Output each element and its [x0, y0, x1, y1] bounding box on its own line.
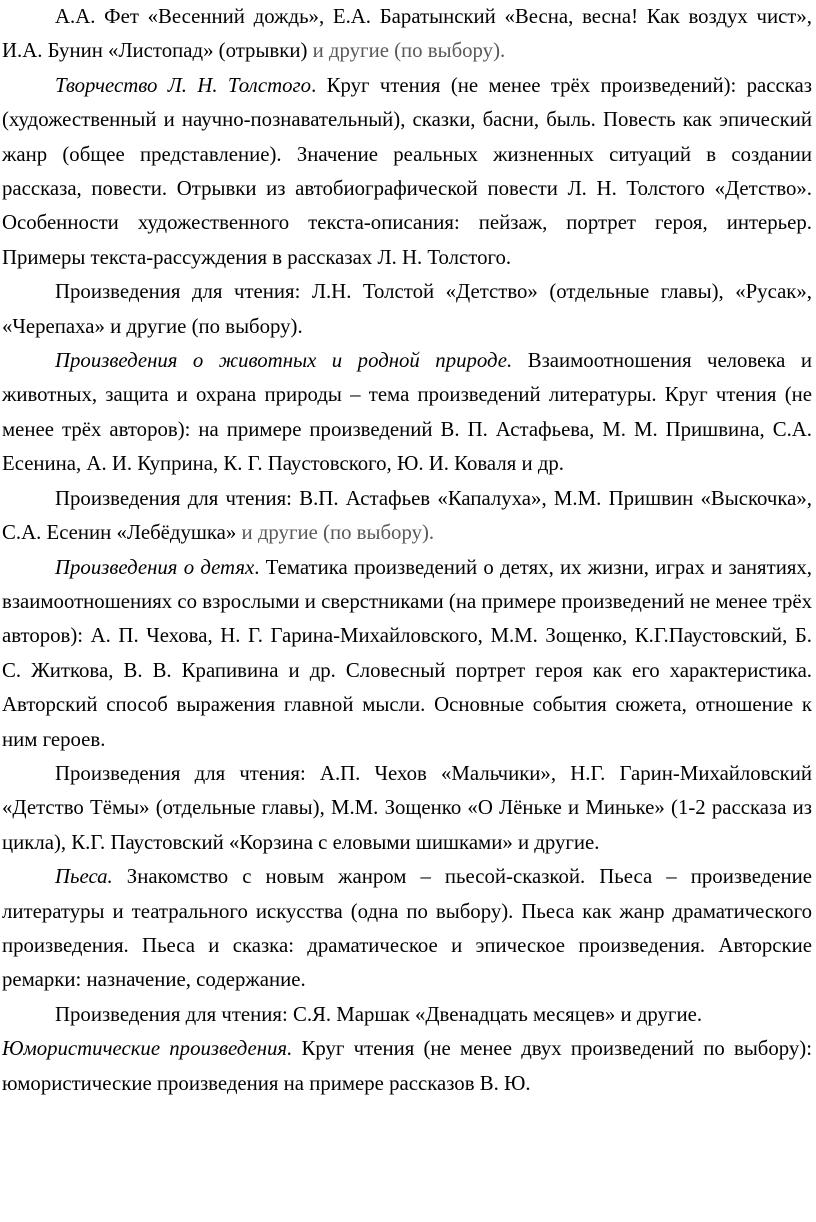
paragraph-poetry-list: [2, 0, 812, 69]
paragraph-tolstoy-reading: [2, 275, 812, 344]
section-heading: Произведения о животных и родной природе.: [55, 349, 513, 373]
paragraph-text: Произведения для чтения: А.П. Чехов «Мальчики», Н.Г. Гарин-Михайловский «Детство Тёмы» (отдельные главы), М.М. Зощенко «О Лёньке и Миньке» (1-2 рассказа из цикла), К.Г. Паустовский «Корзина с еловыми шишками» и другие.: [2, 761, 812, 854]
paragraph-text: Произведения для чтения: С.Я. Маршак «Двенадцать месяцев» и другие.: [55, 1002, 703, 1026]
paragraph-text: Круг чтения (не менее двух произведений по выбору): юмористические произведения на примере рассказов В. Ю.: [2, 1037, 812, 1095]
paragraph-children-reading: [2, 757, 812, 860]
paragraph-play-reading: [2, 998, 812, 1032]
paragraph-animals-reading: [2, 482, 812, 551]
paragraph-optional-note: и другие (по выбору).: [236, 521, 435, 545]
paragraph-animals-section: [2, 344, 812, 482]
paragraph-text: Взаимоотношения человека и животных, защита и охрана природы – тема произведений литературы. Круг чтения (не менее трёх авторов): на примере произведений В. П. Астафьева, М. М. Пришвина, С.А. Есенина, А. И. Куприна, К. Г. Паустовского, Ю. И. Коваля и др.: [2, 349, 813, 476]
paragraph-children-section: [2, 551, 812, 757]
paragraph-text: А.А. Фет «Весенний дождь», Е.А. Баратынский «Весна, весна! Как воздух чист», И.А. Бунин «Листопад» (отрывки): [2, 5, 812, 63]
section-heading: Юмористические произведения.: [2, 1037, 293, 1061]
paragraph-humor-section: [2, 1032, 812, 1101]
paragraph-text: . Круг чтения (не менее трёх произведений): рассказ (художественный и научно-познавательный), сказки, басни, быль. Повесть как эпический жанр (общее представление). Значение реальных жизненных ситуаций в создании рассказа, повести. Отрывки из автобиографической повести Л. Н. Толстого «Детство». Особенности художественного текста-описания: пейзаж, портрет героя, интерьер. Примеры текста-рассуждения в рассказах Л. Н. Толстого.: [2, 73, 812, 269]
paragraph-text: Произведения для чтения: Л.Н. Толстой «Детство» (отдельные главы), «Русак», «Черепаха» и другие (по выбору).: [2, 280, 812, 338]
section-heading: Творчество Л. Н. Толстого: [55, 73, 312, 97]
paragraph-tolstoy-section: [2, 69, 812, 275]
paragraph-play-section: [2, 860, 812, 998]
paragraph-text: Знакомство с новым жанром – пьесой-сказкой. Пьеса – произведение литературы и театрального искусства (одна по выбору). Пьеса как жанр драматического произведения. Пьеса и сказка: драматическое и эпическое произведения. Авторские ремарки: назначение, содержание.: [2, 865, 812, 992]
section-heading: Произведения о детях: [55, 555, 255, 579]
section-heading: Пьеса.: [55, 865, 113, 889]
paragraph-optional-note: и другие (по выбору).: [307, 39, 506, 63]
paragraph-text: Произведения для чтения: В.П. Астафьев «Капалуха», М.М. Пришвин «Выскочка», С.А. Есенин «Лебёдушка»: [2, 486, 812, 545]
paragraph-text: . Тематика произведений о детях, их жизни, играх и занятиях, взаимоотношениях со взрослыми и сверстниками (на примере произведений не менее трёх авторов): А. П. Чехова, Н. Г. Гарина-Михайловского, М.М. Зощенко, К.Г.Паустовский, Б. С. Житкова, В. В. Крапивина и др. Словесный портрет героя как его характеристика. Авторский способ выражения главной мысли. Основные события сюжета, отношение к ним героев.: [2, 555, 813, 751]
